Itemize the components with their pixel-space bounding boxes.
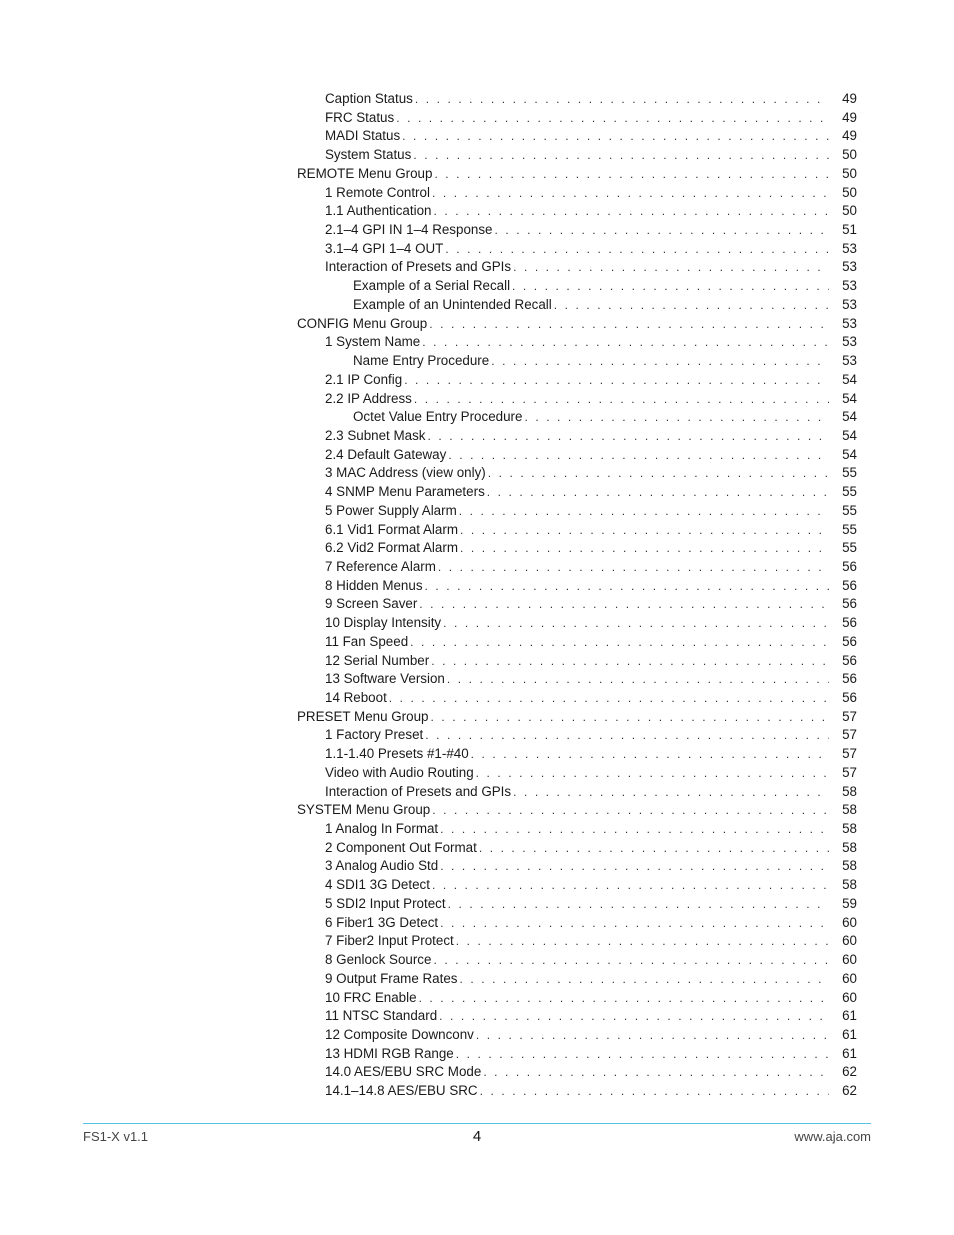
toc-dot-leader [460, 521, 829, 540]
toc-entry-title: 5 SDI2 Input Protect [325, 895, 446, 911]
toc-entry[interactable] [297, 989, 857, 1008]
toc-entry[interactable] [297, 1063, 857, 1082]
toc-entry[interactable] [297, 371, 857, 390]
toc-entry[interactable] [297, 221, 857, 240]
toc-entry[interactable] [297, 165, 857, 184]
toc-entry-page: 54 [842, 446, 857, 462]
toc-entry-page: 53 [842, 259, 857, 275]
toc-dot-leader [440, 820, 829, 839]
toc-entry[interactable] [297, 914, 857, 933]
toc-dot-leader [389, 689, 829, 708]
toc-entry-page: 57 [842, 708, 857, 724]
toc-entry-title: 4 SNMP Menu Parameters [325, 484, 485, 500]
toc-entry-title: 12 Composite Downconv [325, 1026, 474, 1042]
toc-entry-title: FRC Status [325, 109, 395, 125]
toc-entry[interactable] [297, 352, 857, 371]
toc-entry-title: Caption Status [325, 91, 413, 106]
toc-dot-leader [459, 502, 829, 521]
toc-dot-leader [448, 895, 829, 914]
toc-dot-leader [440, 914, 829, 933]
toc-entry-title: 1 System Name [325, 334, 421, 350]
toc-entry-title: 3.1–4 GPI 1–4 OUT [325, 240, 444, 256]
toc-entry-page: 58 [842, 821, 857, 837]
toc-dot-leader [429, 315, 829, 334]
toc-entry[interactable] [297, 708, 857, 727]
toc-entry[interactable] [297, 595, 857, 614]
toc-entry-page: 61 [842, 1008, 857, 1024]
toc-entry[interactable] [297, 876, 857, 895]
toc-entry-title: 12 Serial Number [325, 652, 430, 668]
toc-entry[interactable] [297, 1082, 857, 1101]
toc-dot-leader [438, 558, 829, 577]
toc-entry[interactable] [297, 558, 857, 577]
toc-dot-leader [433, 951, 829, 970]
toc-entry-page: 53 [842, 315, 857, 331]
toc-entry[interactable] [297, 633, 857, 652]
toc-entry[interactable] [297, 614, 857, 633]
toc-entry-title: 14.0 AES/EBU SRC Mode [325, 1064, 482, 1080]
toc-entry-title: 4 SDI1 3G Detect [325, 877, 430, 893]
toc-entry-page: 60 [842, 933, 857, 949]
toc-entry[interactable] [297, 1007, 857, 1026]
toc-dot-leader [415, 90, 829, 109]
toc-entry-page: 54 [842, 390, 857, 406]
toc-entry-page: 60 [842, 970, 857, 986]
toc-entry-page: 50 [842, 184, 857, 200]
toc-entry-title: 2.1–4 GPI IN 1–4 Response [325, 222, 493, 238]
toc-entry-page: 53 [842, 278, 857, 294]
toc-entry-title: 1.1 Authentication [325, 203, 432, 219]
toc-entry-title: 10 FRC Enable [325, 989, 417, 1005]
toc-entry-title: 2.2 IP Address [325, 390, 412, 406]
toc-entry-page: 58 [842, 783, 857, 799]
toc-entry-title: Example of an Unintended Recall [353, 296, 552, 312]
toc-entry-page: 56 [842, 671, 857, 687]
toc-dot-leader [513, 258, 829, 277]
toc-entry-page: 56 [842, 615, 857, 631]
toc-entry[interactable] [297, 726, 857, 745]
toc-dot-leader [476, 764, 829, 783]
toc-entry-title: 9 Screen Saver [325, 596, 418, 612]
toc-entry[interactable] [297, 951, 857, 970]
toc-entry[interactable] [297, 970, 857, 989]
toc-dot-leader [419, 989, 829, 1008]
toc-entry-title: 8 Genlock Source [325, 952, 432, 968]
toc-entry-page: 60 [842, 914, 857, 930]
toc-entry-title: 11 Fan Speed [325, 633, 409, 649]
toc-entry-title: 3 Analog Audio Std [325, 858, 439, 874]
toc-dot-leader [431, 708, 830, 727]
toc-dot-leader [512, 277, 829, 296]
toc-entry-title: 1 Factory Preset [325, 727, 424, 743]
toc-entry-title: 1 Remote Control [325, 184, 430, 200]
toc-entry-page: 53 [842, 240, 857, 256]
toc-entry[interactable] [297, 258, 857, 277]
toc-entry-title: System Status [325, 147, 412, 163]
toc-entry-title: 2.3 Subnet Mask [325, 427, 426, 443]
toc-entry[interactable] [297, 932, 857, 951]
toc-entry[interactable] [297, 427, 857, 446]
toc-dot-leader [488, 464, 829, 483]
toc-dot-leader [404, 371, 829, 390]
toc-entry-title: 3 MAC Address (view only) [325, 465, 486, 481]
toc-entry-page: 56 [842, 652, 857, 668]
toc-entry-title: 7 Fiber2 Input Protect [325, 933, 454, 949]
toc-entry-page: 53 [842, 334, 857, 350]
toc-entry-title: MADI Status [325, 128, 401, 144]
toc-entry-page: 55 [842, 465, 857, 481]
toc-entry-title: 13 HDMI RGB Range [325, 1045, 454, 1061]
toc-entry-title: 2.1 IP Config [325, 371, 403, 387]
toc-entry-page: 60 [842, 989, 857, 1005]
toc-entry[interactable] [297, 1045, 857, 1064]
toc-entry-title: 13 Software Version [325, 671, 445, 687]
toc-dot-leader [554, 296, 829, 315]
toc-entry-page: 57 [842, 746, 857, 762]
toc-entry-page: 49 [842, 128, 857, 144]
toc-dot-leader [443, 614, 829, 633]
toc-entry-title: Example of a Serial Recall [353, 278, 511, 294]
toc-entry[interactable] [297, 240, 857, 259]
toc-entry-title: 9 Output Frame Rates [325, 970, 458, 986]
toc-entry-page: 54 [842, 409, 857, 425]
toc-dot-leader [459, 970, 829, 989]
toc-entry-page: 58 [842, 802, 857, 818]
toc-entry-page: 55 [842, 540, 857, 556]
toc-entry[interactable] [297, 670, 857, 689]
toc-entry-title: Name Entry Procedure [353, 353, 490, 369]
toc-dot-leader [432, 801, 829, 820]
toc-dot-leader [513, 783, 829, 802]
toc-entry-title: REMOTE Menu Group [297, 165, 433, 181]
toc-entry-page: 58 [842, 858, 857, 874]
toc-dot-leader [445, 240, 829, 259]
toc-entry-title: 2.4 Default Gateway [325, 446, 447, 462]
toc-entry-page: 62 [842, 1064, 857, 1080]
toc-entry-page: 50 [842, 203, 857, 219]
toc-entry[interactable] [297, 764, 857, 783]
footer-divider [83, 1123, 871, 1124]
toc-entry-title: 6 Fiber1 3G Detect [325, 914, 439, 930]
toc-entry-page: 56 [842, 596, 857, 612]
toc-entry-title: Interaction of Presets and GPIs [325, 783, 512, 799]
toc-entry-page: 59 [842, 895, 857, 911]
toc-entry-page: 56 [842, 633, 857, 649]
toc-dot-leader [480, 1082, 829, 1101]
toc-entry[interactable] [297, 109, 857, 128]
toc-dot-leader [419, 595, 829, 614]
toc-entry[interactable] [297, 315, 857, 334]
toc-entry-title: 14.1–14.8 AES/EBU SRC [325, 1083, 478, 1099]
toc-entry-page: 50 [842, 147, 857, 163]
toc-dot-leader [422, 333, 829, 352]
toc-dot-leader [456, 1045, 829, 1064]
toc-entry-page: 50 [842, 165, 857, 181]
toc-dot-leader [447, 670, 829, 689]
toc-dot-leader [440, 857, 829, 876]
toc-entry-page: 54 [842, 371, 857, 387]
toc-entry[interactable] [297, 502, 857, 521]
toc-dot-leader [456, 932, 829, 951]
toc-entry-page: 54 [842, 427, 857, 443]
toc-entry[interactable] [297, 895, 857, 914]
toc-entry-page: 51 [842, 222, 857, 238]
toc-entry-title: 11 NTSC Standard [325, 1008, 438, 1024]
toc-entry[interactable] [297, 1026, 857, 1045]
toc-entry-page: 56 [842, 558, 857, 574]
toc-entry[interactable] [297, 577, 857, 596]
toc-entry-page: 49 [842, 91, 857, 106]
toc-dot-leader [414, 390, 829, 409]
toc-dot-leader [487, 483, 829, 502]
toc-dot-leader [428, 427, 830, 446]
toc-entry-page: 62 [842, 1083, 857, 1099]
toc-entry-page: 58 [842, 877, 857, 893]
toc-dot-leader [479, 839, 829, 858]
toc-dot-leader [483, 1063, 829, 1082]
toc-entry[interactable] [297, 539, 857, 558]
toc-entry-title: 14 Reboot [325, 690, 387, 705]
toc-entry-title: CONFIG Menu Group [297, 315, 428, 331]
toc-entry-page: 57 [842, 764, 857, 780]
toc-dot-leader [491, 352, 829, 371]
toc-entry-page: 53 [842, 353, 857, 369]
toc-dot-leader [471, 745, 829, 764]
toc-entry[interactable] [297, 202, 857, 221]
toc-dot-leader [448, 446, 829, 465]
footer-website: www.aja.com [794, 1129, 871, 1144]
toc-entry[interactable] [297, 277, 857, 296]
toc-entry-page: 58 [842, 839, 857, 855]
toc-entry-page: 60 [842, 952, 857, 968]
toc-entry[interactable] [297, 801, 857, 820]
toc-entry[interactable] [297, 390, 857, 409]
toc-entry-title: 6.2 Vid2 Format Alarm [325, 540, 458, 556]
table-of-contents [297, 90, 857, 1101]
footer-document-version: FS1-X v1.1 [83, 1129, 149, 1144]
toc-entry[interactable] [297, 689, 857, 708]
toc-entry[interactable] [297, 652, 857, 671]
toc-entry-title: 6.1 Vid1 Format Alarm [325, 521, 458, 537]
toc-entry[interactable] [297, 839, 857, 858]
toc-entry[interactable] [297, 333, 857, 352]
toc-entry[interactable] [297, 783, 857, 802]
toc-entry-title: 5 Power Supply Alarm [325, 502, 457, 518]
toc-entry-title: Interaction of Presets and GPIs [325, 259, 512, 275]
toc-entry-title: 8 Hidden Menus [325, 577, 423, 593]
toc-entry-page: 61 [842, 1045, 857, 1061]
toc-entry-page: 55 [842, 502, 857, 518]
toc-entry-page: 53 [842, 296, 857, 312]
toc-entry[interactable] [297, 483, 857, 502]
toc-entry[interactable] [297, 446, 857, 465]
toc-entry-page: 55 [842, 484, 857, 500]
toc-dot-leader [425, 577, 829, 596]
toc-entry[interactable] [297, 408, 857, 427]
toc-dot-leader [396, 109, 829, 128]
toc-dot-leader [524, 408, 829, 427]
toc-dot-leader [432, 184, 829, 203]
toc-entry-title: SYSTEM Menu Group [297, 802, 431, 818]
toc-entry-title: 1.1-1.40 Presets #1-#40 [325, 746, 469, 762]
toc-entry[interactable] [297, 745, 857, 764]
toc-entry[interactable] [297, 296, 857, 315]
toc-entry-title: 7 Reference Alarm [325, 558, 436, 574]
footer-page-number: 4 [472, 1128, 482, 1145]
toc-entry[interactable] [297, 184, 857, 203]
toc-entry-title: Octet Value Entry Procedure [353, 409, 523, 425]
toc-entry[interactable] [297, 90, 857, 109]
toc-dot-leader [413, 146, 829, 165]
toc-dot-leader [425, 726, 829, 745]
toc-dot-leader [433, 202, 829, 221]
toc-entry-title: Video with Audio Routing [325, 764, 474, 780]
toc-dot-leader [410, 633, 829, 652]
toc-entry[interactable] [297, 857, 857, 876]
toc-entry-page: 57 [842, 727, 857, 743]
toc-entry[interactable] [297, 464, 857, 483]
toc-entry-page: 56 [842, 577, 857, 593]
toc-dot-leader [439, 1007, 829, 1026]
toc-dot-leader [476, 1026, 829, 1045]
toc-dot-leader [402, 127, 829, 146]
toc-entry-title: 10 Display Intensity [325, 615, 442, 631]
toc-entry[interactable] [297, 127, 857, 146]
toc-entry[interactable] [297, 521, 857, 540]
toc-entry-page: 56 [842, 690, 857, 705]
toc-entry-title: 1 Analog In Format [325, 821, 439, 837]
toc-dot-leader [495, 221, 830, 240]
toc-dot-leader [434, 165, 829, 184]
toc-entry-page: 49 [842, 109, 857, 125]
toc-entry-page: 55 [842, 521, 857, 537]
toc-entry[interactable] [297, 820, 857, 839]
toc-entry[interactable] [297, 146, 857, 165]
toc-entry-title: 2 Component Out Format [325, 839, 477, 855]
toc-dot-leader [431, 652, 829, 671]
toc-dot-leader [432, 876, 829, 895]
toc-entry-title: PRESET Menu Group [297, 708, 429, 724]
toc-dot-leader [460, 539, 829, 558]
toc-entry-page: 61 [842, 1026, 857, 1042]
